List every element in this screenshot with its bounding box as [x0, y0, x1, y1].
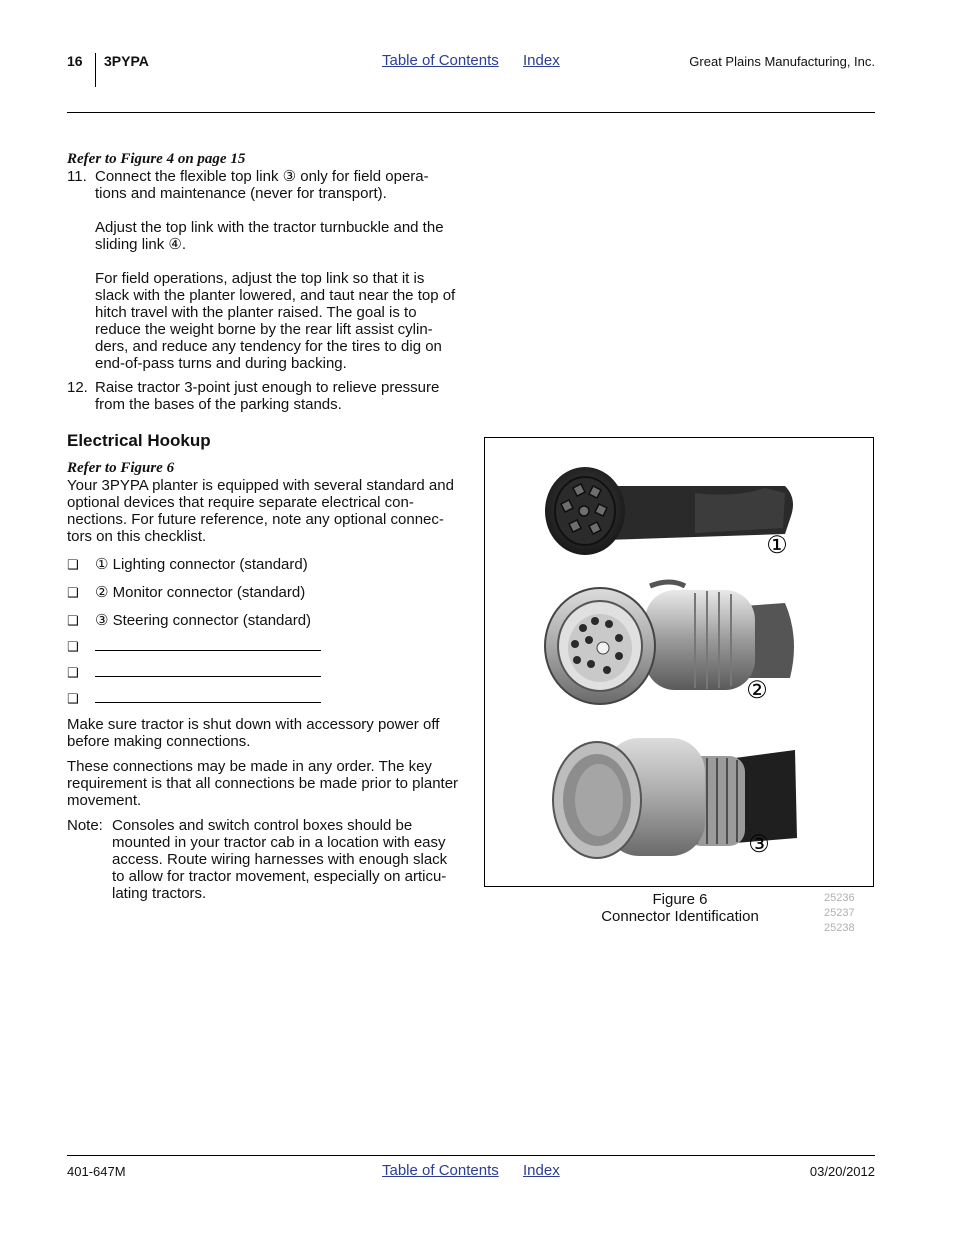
- figure-6-frame: [484, 437, 874, 887]
- step-text: Raise tractor 3-point just enough to relieve pressure from the bases of the parking stands.: [95, 379, 440, 413]
- note: [67, 817, 459, 902]
- part-number: 25237: [824, 907, 855, 919]
- checkbox-icon[interactable]: ❑: [67, 691, 79, 706]
- checklist-blank-item[interactable]: [67, 690, 459, 707]
- figure-reference: Refer to Figure 6: [67, 460, 175, 476]
- figure-caption-number: Figure 6: [652, 891, 708, 908]
- checklist-blank-item[interactable]: [67, 638, 459, 655]
- checklist-blank-item[interactable]: [67, 664, 459, 681]
- step-paragraph: Adjust the top link with the tractor turnbuckle and the sliding link ④.: [95, 219, 444, 253]
- note-label: Note:: [67, 817, 103, 834]
- checkbox-icon[interactable]: ❑: [67, 639, 79, 654]
- lighting-connector-image: [545, 467, 793, 555]
- header-index-link[interactable]: Index: [523, 52, 560, 69]
- checklist-label: ② Monitor connector (standard): [95, 584, 306, 601]
- callout-1: ①: [766, 532, 788, 559]
- callout-3: ③: [748, 831, 770, 858]
- step-11: [67, 168, 459, 372]
- checklist-label: ③ Steering connector (standard): [95, 612, 312, 629]
- footer-date: 03/20/2012: [809, 1164, 875, 1179]
- checkbox-icon[interactable]: ❑: [67, 613, 79, 628]
- step-12: [67, 379, 459, 413]
- checklist-item[interactable]: [67, 584, 459, 601]
- checkbox-icon[interactable]: ❑: [67, 665, 79, 680]
- blank-line[interactable]: [95, 664, 321, 677]
- blank-line[interactable]: [95, 638, 321, 651]
- checkbox-icon[interactable]: ❑: [67, 557, 79, 572]
- checklist-item[interactable]: [67, 556, 459, 573]
- figure-caption-title: Connector Identification: [601, 908, 759, 925]
- connector-photos: [485, 438, 873, 886]
- doc-number: 401-647M: [67, 1164, 126, 1179]
- page-number: 16: [67, 53, 83, 69]
- part-number: 25238: [824, 922, 855, 934]
- blank-line[interactable]: [95, 690, 321, 703]
- company-name: Great Plains Manufacturing, Inc.: [689, 54, 875, 69]
- intro-paragraph: Your 3PYPA planter is equipped with several standard and optional devices that require separate electrical con-nections. For future reference, note any optional connec-tors on this checklist.: [67, 477, 454, 545]
- section-title: Electrical Hookup: [67, 431, 211, 450]
- header-toc-link[interactable]: Table of Contents: [382, 52, 499, 69]
- note-text: Consoles and switch control boxes should be mounted in your tractor cab in a location with easy access. Route wiring harnesses with enough slack to allow for tractor movement, especially on articu-lating tractors.: [112, 817, 448, 902]
- step-number: 11.: [67, 168, 87, 185]
- electrical-section: [67, 460, 459, 902]
- part-number: 25236: [824, 892, 855, 904]
- callout-2: ②: [746, 677, 768, 704]
- footer-toc-link[interactable]: Table of Contents: [382, 1162, 499, 1179]
- header-divider: [95, 53, 96, 87]
- step-number: 12.: [67, 379, 88, 396]
- step-text: Connect the flexible top link ③ only for field opera-tions and maintenance (never for transport).: [95, 168, 429, 202]
- main-column: [67, 151, 459, 413]
- model-name: 3PYPA: [104, 53, 149, 69]
- step-paragraph: For field operations, adjust the top link so that it is slack with the planter lowered, and taut near the top of hitch travel with the planter raised. The goal is to reduce the weight borne by the rear lift assist cylin-ders, and reduce any tendency for the tires to dig on end-of-pass turns and during backing.: [95, 270, 456, 372]
- figure-reference: Refer to Figure 4 on page 15: [67, 151, 246, 167]
- paragraph: Make sure tractor is shut down with accessory power off before making connections.: [67, 716, 440, 750]
- footer-index-link[interactable]: Index: [523, 1162, 560, 1179]
- header-rule: [67, 112, 875, 113]
- checklist-item[interactable]: [67, 612, 459, 629]
- paragraph: These connections may be made in any order. The key requirement is that all connections be made prior to planter movement.: [67, 758, 459, 809]
- footer-rule: [67, 1155, 875, 1156]
- checklist-label: ① Lighting connector (standard): [95, 556, 308, 573]
- checkbox-icon[interactable]: ❑: [67, 585, 79, 600]
